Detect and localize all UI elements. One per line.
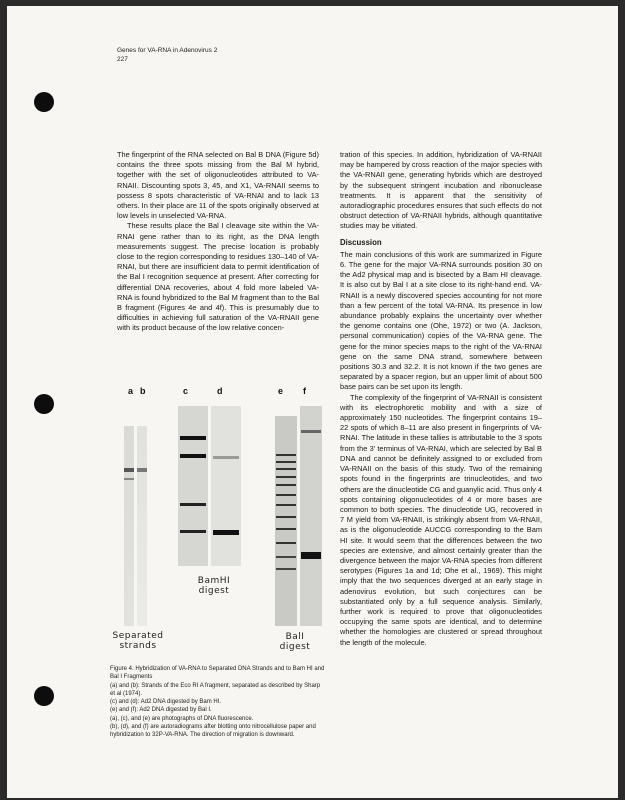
gel-band (276, 476, 296, 478)
running-title: Genes for VA-RNA in Adenovirus 2 (117, 47, 218, 54)
paragraph: tration of this species. In addition, hybridization of VA-RNAII may be hampered by cross reaction of the major species with the VA-RNAII gene, generating hybrids which are destroyed by the subsequent stringent incubation and ribonuclease treatments. It is apparent that the sensitivity of autoradiographic procedures ensures that such effects do not obstruct detection of VA-RNAII hybrids, although quantitative studies may be vitiated. (340, 150, 542, 231)
gel-band (276, 516, 296, 518)
gel-band (213, 456, 239, 459)
caption-line: (c) and (d): Ad2 DNA digested by Bam HI. (110, 699, 222, 706)
caption-line: (e) and (f): Ad2 DNA digested by Bal I. (110, 707, 212, 714)
gel-band (276, 504, 296, 506)
left-text-column (117, 150, 319, 334)
gel-strip-e (275, 416, 297, 626)
handwritten-line: BalI (285, 632, 305, 642)
figure-4-gel-image (112, 386, 332, 666)
handwritten-line: strands (119, 641, 157, 651)
right-text-column (340, 150, 542, 648)
handwritten-label-bamhi-digest (184, 576, 244, 596)
lane-label-d: d (217, 386, 223, 396)
figure-caption (110, 665, 325, 740)
caption-title: Figure 4. Hybridization of VA-RNA to Separated DNA Strands and to Bam HI and Bal I Fragments (110, 666, 325, 681)
gel-band (276, 461, 296, 463)
handwritten-label-separated-strands (108, 631, 168, 651)
gel-band (301, 430, 321, 433)
gel-strip-a (124, 426, 134, 626)
gel-band (276, 484, 296, 486)
paragraph: The complexity of the fingerprint of VA-RNAII is consistent with its electrophoretic mobility and with a size of approximately 150 nucleotides. The fingerprint contains 19–22 spots of which 8–11 are also present in fingerprints of VA-RNAI. The latitude in these tallies is attributable to the 3 spots from the 3′ terminus of VA-RNAI, which are selected by Bal B DNA and cannot be definitely assigned to or excluded from VA-RNAII on the basis of this study. Two of the remaining spots found in the fingerprints are trinucleotides, and two others are the dinucleotide CG and guanylic acid. Thus only 4 spots containing oligonucleotides of 4 or more bases are common to both species. The dinucleotide UG, recovered in 7 M yield from VA-RNAII, is strikingly absent from VA-RNAII, as is the oligonucleotide AUCCG corresponding to the Bam HI site. It would seem that the differences between the two species are extensive, and almost certainly greater than the divergence between the major VA-RNA species from different serotypes (Figures 1a and 1d; Ohe et al., 1969). This might imply that the two sequences diverged at an early stage in adenovirus evolution, but such conjectures can be substantiated only by a full sequence analysis. Similarly, further work is required to prove that oligonucleotides occupying the same spots are identical, and to determine whether the homologies are clustered or spread throughout the length of the molecule. (340, 392, 542, 647)
lane-label-e: e (278, 386, 284, 396)
lane-label-c: c (183, 386, 189, 396)
caption-line: (a), (c), and (e) are photographs of DNA fluorescence. (110, 715, 254, 722)
paragraph: The fingerprint of the RNA selected on Bal B DNA (Figure 5d) contains the three spots missing from the Bal M hybrid, together with the set of oligonucleotides attributed to VA-RNAII. Discounting spots 3, 45, and X1, VA-RNAII seems to possess 8 spots characteristic of VA-RNAI and to lack 13 others. In their place are 11 of the spots originally observed at low levels in unselected VA-RNA. (117, 150, 319, 221)
gel-band (124, 478, 134, 480)
gel-band (124, 468, 134, 472)
gel-band (180, 454, 206, 458)
gel-band (213, 530, 239, 535)
caption-line: (a) and (b): Strands of the Eco RI A fragment, separated as described by Sharp et al (1974). (110, 682, 321, 697)
page-number: 227 (117, 56, 128, 63)
gel-band (137, 468, 147, 472)
handwritten-line: BamHI (197, 576, 231, 586)
gel-band (276, 556, 296, 558)
gel-band (180, 503, 206, 506)
gel-band (180, 530, 206, 533)
gel-band (276, 528, 296, 530)
gel-band (276, 568, 296, 570)
lane-label-a: a (128, 386, 134, 396)
gel-band (276, 454, 296, 456)
gel-strip-f (300, 406, 322, 626)
gel-band (301, 552, 321, 559)
punch-hole (34, 686, 54, 706)
handwritten-line: digest (279, 642, 311, 652)
gel-band (180, 436, 206, 440)
lane-label-f: f (303, 386, 306, 396)
section-heading: Discussion (340, 237, 382, 247)
caption-line: (b), (d), and (f) are autoradiograms after blotting onto nitrocellulose paper and hybridization to 32P-VA-RNA. The direction of migration is downward. (110, 724, 316, 739)
handwritten-line: digest (198, 586, 230, 596)
gel-strip-c (178, 406, 208, 566)
document-page (7, 6, 618, 798)
gel-band (276, 494, 296, 496)
gel-band (276, 468, 296, 470)
handwritten-label-bali-digest (270, 632, 320, 652)
gel-strip-d (211, 406, 241, 566)
lane-label-b: b (140, 386, 146, 396)
paragraph: These results place the Bal I cleavage site within the VA-RNAI gene rather than to its right, as the DNA length measurements suggest. The precise location is probably close to the region corresponding to residues 130–140 of VA-RNAI, but there are insufficient data to permit identification of the Bal I recognition sequence at present. After correcting for differential DNA recoveries, about 4 fold more labeled VA-RNA is found hybridized to the Bal M fragment than to the Bal B fragment (Figures 4e and 4f). This is presumably due to difficulties in achieving full saturation of the VA-RNAII gene with its product because of the low relative concen- (117, 221, 319, 333)
handwritten-line: Separated (112, 631, 164, 641)
punch-hole (34, 394, 54, 414)
punch-hole (34, 92, 54, 112)
gel-band (276, 542, 296, 544)
running-header (117, 46, 217, 64)
gel-strip-b (137, 426, 147, 626)
paragraph: The main conclusions of this work are summarized in Figure 6. The gene for the major VA-RNA surrounds position 30 on the Ad2 physical map and is bisected by a Bam HI cleavage. It is also cut by Bal I at a site close to its right-hand end. VA-RNAII is a newly discovered species accounting for not more than a few percent of the total VA-RNA. Its presence in low abundance probably explains the uncertainty over whether the genome contains one (Ohe, 1972) or two (A. Jackson, personal communication) copies of the VA-RNA gene. The gene for the minor species maps to the right of the VA-RNAI gene on the same DNA strand, somewhere between positions 30.3 and 32.2. It is not known if the two genes are separated by a spacer region, but an upper limit of about 500 base pairs can be set upon its length. (340, 249, 542, 392)
